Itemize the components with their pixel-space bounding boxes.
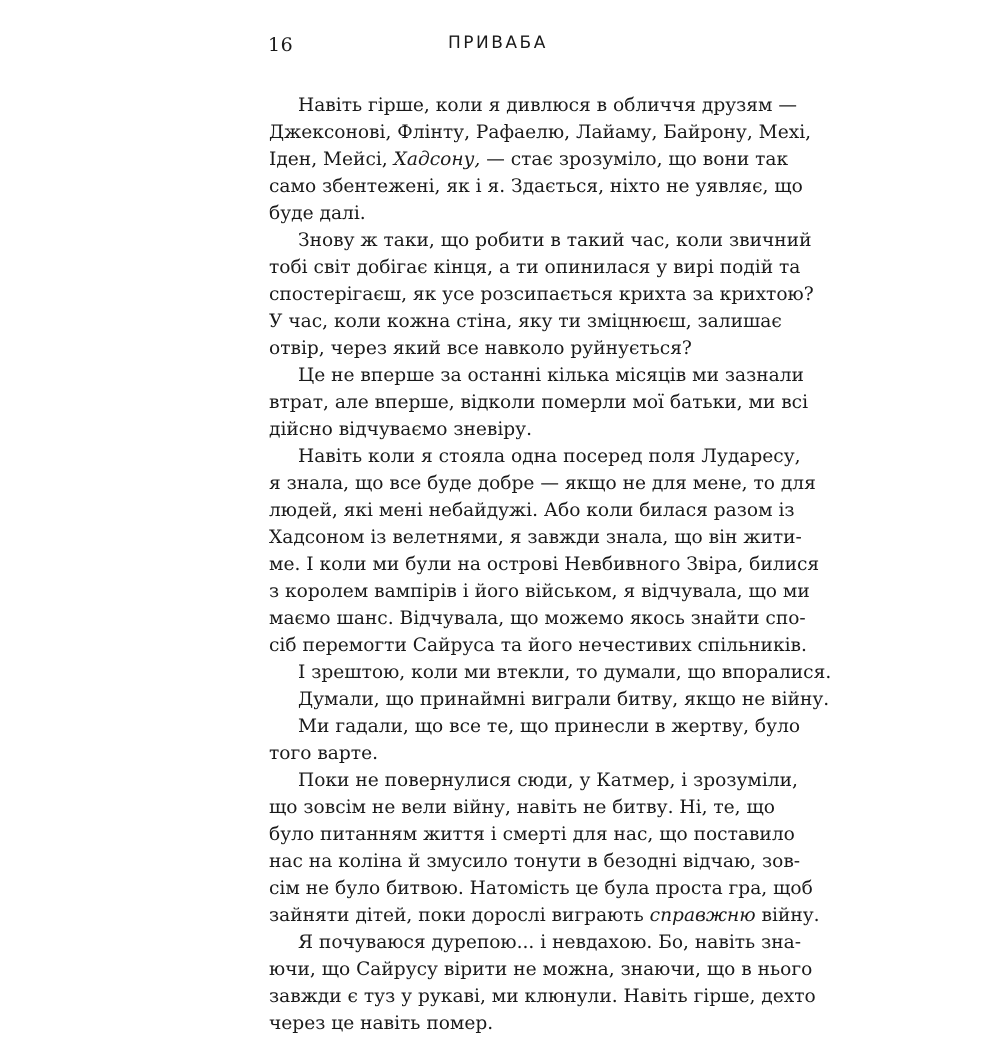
text-fragment: війну. [755, 905, 820, 926]
text-line: втрат, але вперше, відколи померли мої батьки, ми всі [269, 392, 809, 413]
text-line: Це не вперше за останні кілька місяців ми зазнали [298, 365, 804, 386]
text-line [269, 902, 820, 929]
text-line: Я почуваюся дурепою... і невдахою. Бо, навіть зна- [298, 932, 801, 953]
text-line: тобі світ добігає кінця, а ти опинилася у вирі подій та [269, 257, 801, 278]
text-line: ме. І коли ми були на острові Невбивного Звіра, билися [269, 554, 820, 575]
text-line: Поки не повернулися сюди, у Катмер, і зрозуміли, [298, 770, 798, 791]
text-fragment: зайняти дітей, поки дорослі виграють [269, 905, 650, 926]
text-line: ючи, що Сайрусу вірити не можна, знаючи, що в нього [269, 959, 813, 980]
text-line: нас на коліна й змусило тонути в безодні відчаю, зов- [269, 851, 801, 872]
text-line: людей, які мені небайдужі. Або коли билася разом із [269, 500, 795, 521]
page-number: 16 [268, 34, 294, 56]
text-fragment: — стає зрозуміло, що вони так [480, 149, 789, 170]
running-head: ПРИВАБА [448, 33, 548, 53]
text-line: маємо шанс. Відчувала, що можемо якось знайти спо- [269, 608, 806, 629]
italic-text: Хадсону, [393, 149, 481, 170]
text-line: І зрештою, коли ми втекли, то думали, що впоралися. [298, 662, 832, 683]
text-line: сім не було битвою. Натомість це була проста гра, щоб [269, 878, 813, 899]
body-text [269, 92, 832, 1037]
text-line: сіб перемогти Сайруса та його нечестивих спільників. [269, 635, 807, 656]
text-line: само збентежені, як і я. Здається, ніхто не уявляє, що [269, 176, 803, 197]
text-line: через це навіть помер. [269, 1013, 494, 1034]
text-line: було питанням життя і смерті для нас, що поставило [269, 824, 795, 845]
text-line: дійсно відчуваємо зневіру. [269, 419, 533, 440]
text-line: Думали, що принаймні виграли битву, якщо не війну. [298, 689, 830, 710]
text-line: Хадсоном із велетнями, я завжди знала, що він жити- [269, 527, 802, 548]
text-line: Навіть гірше, коли я дивлюся в обличчя друзям — [298, 95, 797, 116]
text-line: що зовсім не вели війну, навіть не битву. Ні, те, що [269, 797, 775, 818]
text-line: отвір, через який все навколо руйнується? [269, 338, 692, 359]
text-line [269, 146, 789, 173]
text-line: Джексонові, Флінту, Рафаелю, Лайаму, Байрону, Мехі, [269, 122, 812, 143]
text-line: я знала, що все буде добре — якщо не для мене, то для [269, 473, 816, 494]
text-line: завжди є туз у рукаві, ми клюнули. Навіть гірше, дехто [269, 986, 816, 1007]
text-line: того варте. [269, 743, 378, 764]
text-line: з королем вампірів і його військом, я відчувала, що ми [269, 581, 810, 602]
italic-text: справжню [649, 905, 756, 926]
text-line: У час, коли кожна стіна, яку ти зміцнюєш, залишає [269, 311, 782, 332]
text-line: Ми гадали, що все те, що принесли в жертву, було [298, 716, 801, 737]
text-line: Знову ж таки, що робити в такий час, коли звичний [298, 230, 812, 251]
text-line: спостерігаєш, як усе розсипається крихта за крихтою? [269, 284, 814, 305]
text-fragment: Іден, Мейсі, [269, 149, 394, 170]
text-line: Навіть коли я стояла одна посеред поля Лударесу, [298, 446, 801, 467]
text-line: буде далі. [269, 203, 366, 224]
